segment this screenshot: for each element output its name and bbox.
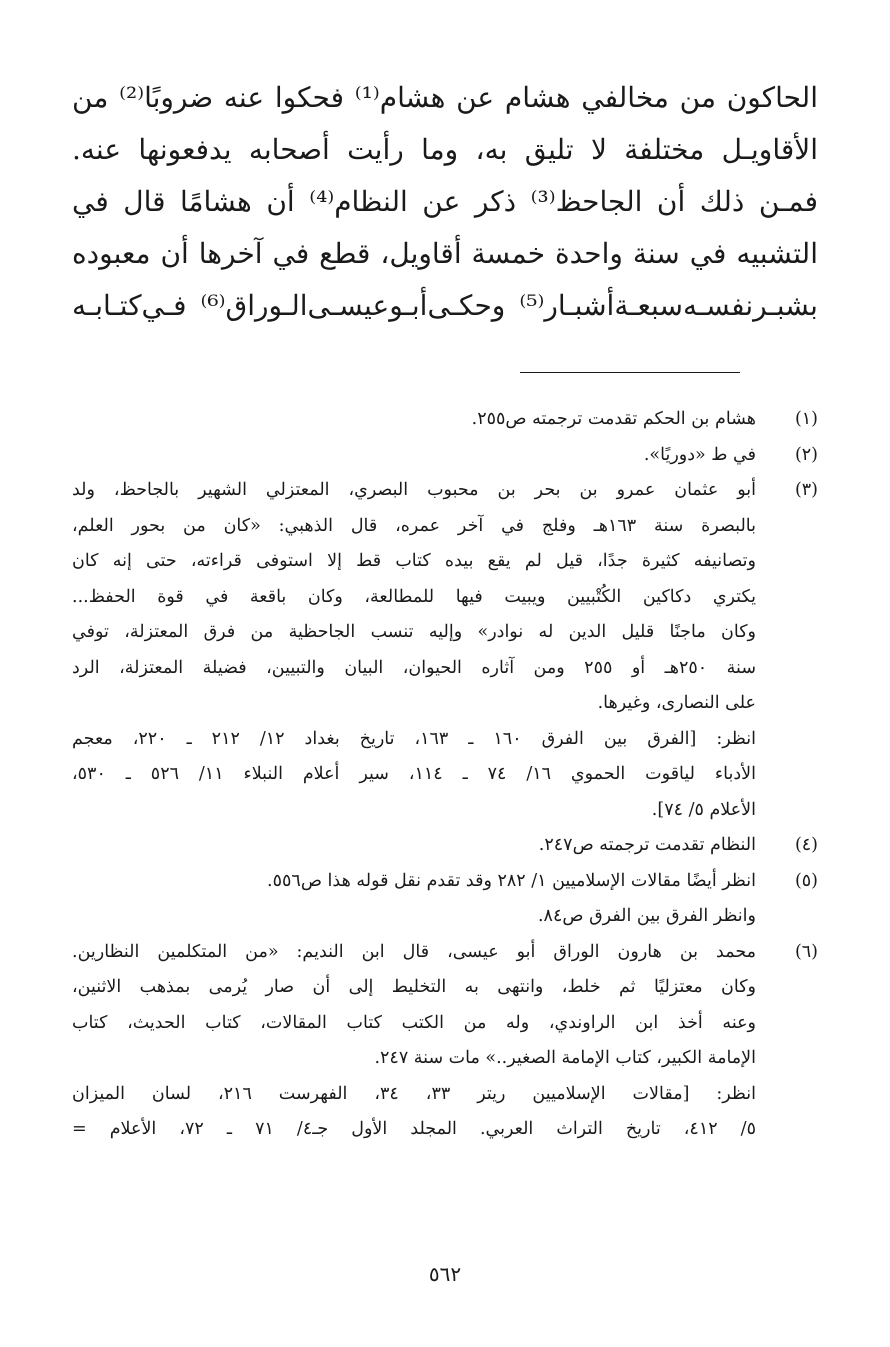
footnote-line: في ط «دوريًا».: [643, 444, 756, 465]
footnote-line: النظام تقدمت ترجمته ص٢٤٧.: [538, 835, 756, 855]
main-text-line: فمـن ذلك أن الجاحظ⁽³⁾ ذكر عن النظام⁽⁴⁾ أن هشامًا قال في: [72, 185, 818, 218]
footnote-line: على النصارى، وغيرها.: [597, 693, 756, 713]
footnote-3: [72, 473, 818, 722]
footnote-4: [72, 828, 818, 864]
footnote-line: الأعلام ٥/ ٧٤].: [651, 799, 756, 820]
footnote-line: وعنه أخذ ابن الراوندي، وله من الكتب كتاب المقالات، كتاب الحديث، كتاب: [72, 1012, 756, 1033]
footnote-line: محمد بن هارون الوراق أبو عيسى، قال ابن النديم: «من المتكلمين النظارين.: [72, 941, 756, 962]
footnote-line: وكان معتزليًا ثم خلط، وانتهى به التخليط إلى أن صار يُرمى بمذهب الاثنين،: [72, 977, 756, 997]
footnote-body: [72, 828, 756, 864]
footnote-number: (٥): [794, 870, 818, 891]
footnote-line: الإمامة الكبير، كتاب الإمامة الصغير..» مات سنة ٢٤٧.: [374, 1048, 756, 1068]
footnote-body: [72, 722, 756, 829]
footnote-3-references: [72, 722, 818, 829]
footnote-line: وانظر الفرق بين الفرق ص٨٤.: [537, 906, 756, 926]
footnote-line: انظر: [مقالات الإسلاميين ريتر ٣٣، ٣٤، الفهرست ٢١٦، لسان الميزان: [72, 1083, 756, 1104]
footnote-line: انظر أيضًا مقالات الإسلاميين ١/ ٢٨٢ وقد تقدم نقل قوله هذا ص٥٥٦.: [267, 870, 756, 891]
footnote-body: [72, 1077, 756, 1148]
footnote-separator: [520, 372, 740, 373]
footnote-line: ٥/ ٤١٢، تاريخ التراث العربي. المجلد الأول جـ٤/ ٧١ ـ ٧٢، الأعلام =: [72, 1119, 756, 1139]
page-number: ٥٦٢: [428, 1262, 462, 1286]
footnote-line: يكتري دكاكين الكُتْبيين ويبيت فيها للمطالعة، وكان باقعة في قوة الحفظ...: [72, 586, 756, 607]
footnote-line: الأدباء لياقوت الحموي ١٦/ ٧٤ ـ ١١٤، سير أعلام النبلاء ١١/ ٥٢٦ ـ ٥٣٠،: [72, 764, 756, 784]
footnote-line: أبو عثمان عمرو بن بحر بن محبوب البصري، المعتزلي الشهير بالجاحظ، ولد: [72, 480, 756, 500]
footnote-line: انظر: [الفرق بين الفرق ١٦٠ ـ ١٦٣، تاريخ بغداد ١٢/ ٢١٢ ـ ٢٢٠، معجم: [72, 728, 756, 749]
footnote-body: [72, 473, 756, 722]
footnote-body: [72, 402, 756, 438]
main-text-line: التشبيه في سنة واحدة خمسة أقاويل، قطع في آخرها أن معبوده: [72, 237, 818, 270]
footnote-number: (٣): [794, 480, 818, 500]
footnote-line: هشام بن الحكم تقدمت ترجمته ص٢٥٥.: [471, 409, 756, 429]
footnote-line: بالبصرة سنة ١٦٣هـ وفلج في آخر عمره، قال الذهبي: «كان من بحور العلم،: [72, 515, 756, 536]
footnote-line: وتصانيفه كثيرة جدًا، قيل لم يقع بيده كتاب قط إلا استوفى قراءته، حتى إنه كان: [72, 551, 756, 571]
footnote-body: [72, 935, 756, 1077]
footnote-number: (٤): [794, 835, 818, 855]
footnote-5: [72, 864, 818, 935]
footnote-6: [72, 935, 818, 1077]
footnotes: [72, 402, 818, 1148]
footnote-number: (٢): [794, 444, 818, 465]
footnote-number: (٦): [794, 941, 818, 962]
footnote-6-references: [72, 1077, 818, 1148]
footnote-line: سنة ٢٥٠هـ أو ٢٥٥ ومن آثاره الحيوان، البيان والتبيين، فضيلة المعتزلة، الرد: [72, 657, 757, 678]
footnote-line: وكان ماجنًا قليل الدين له نوادر» وإليه تنسب الجاحظية من فرق المعتزلة، توفي: [72, 622, 756, 642]
footnote-2: [72, 438, 818, 474]
main-text-line: الحاكون من مخالفي هشام عن هشام⁽¹⁾ فحكوا عنه ضروبًا⁽²⁾ من: [72, 81, 818, 114]
main-text: [72, 72, 818, 332]
footnote-body: [72, 438, 756, 474]
footnote-number: (١): [794, 409, 818, 429]
footnote-1: [72, 402, 818, 438]
main-text-line: بشبـرنفسـه‌سبعـة‌أشبـار⁽⁵⁾ وحكـى‌أبـوعيسـى‌الـوراق⁽⁶⁾ فـي‌كتـابـه: [72, 289, 818, 322]
footnote-body: [72, 864, 756, 935]
main-text-line: الأقاويـل مختلفة لا تليق به، وما رأيت أصحابه يدفعونها عنه.: [72, 133, 818, 166]
